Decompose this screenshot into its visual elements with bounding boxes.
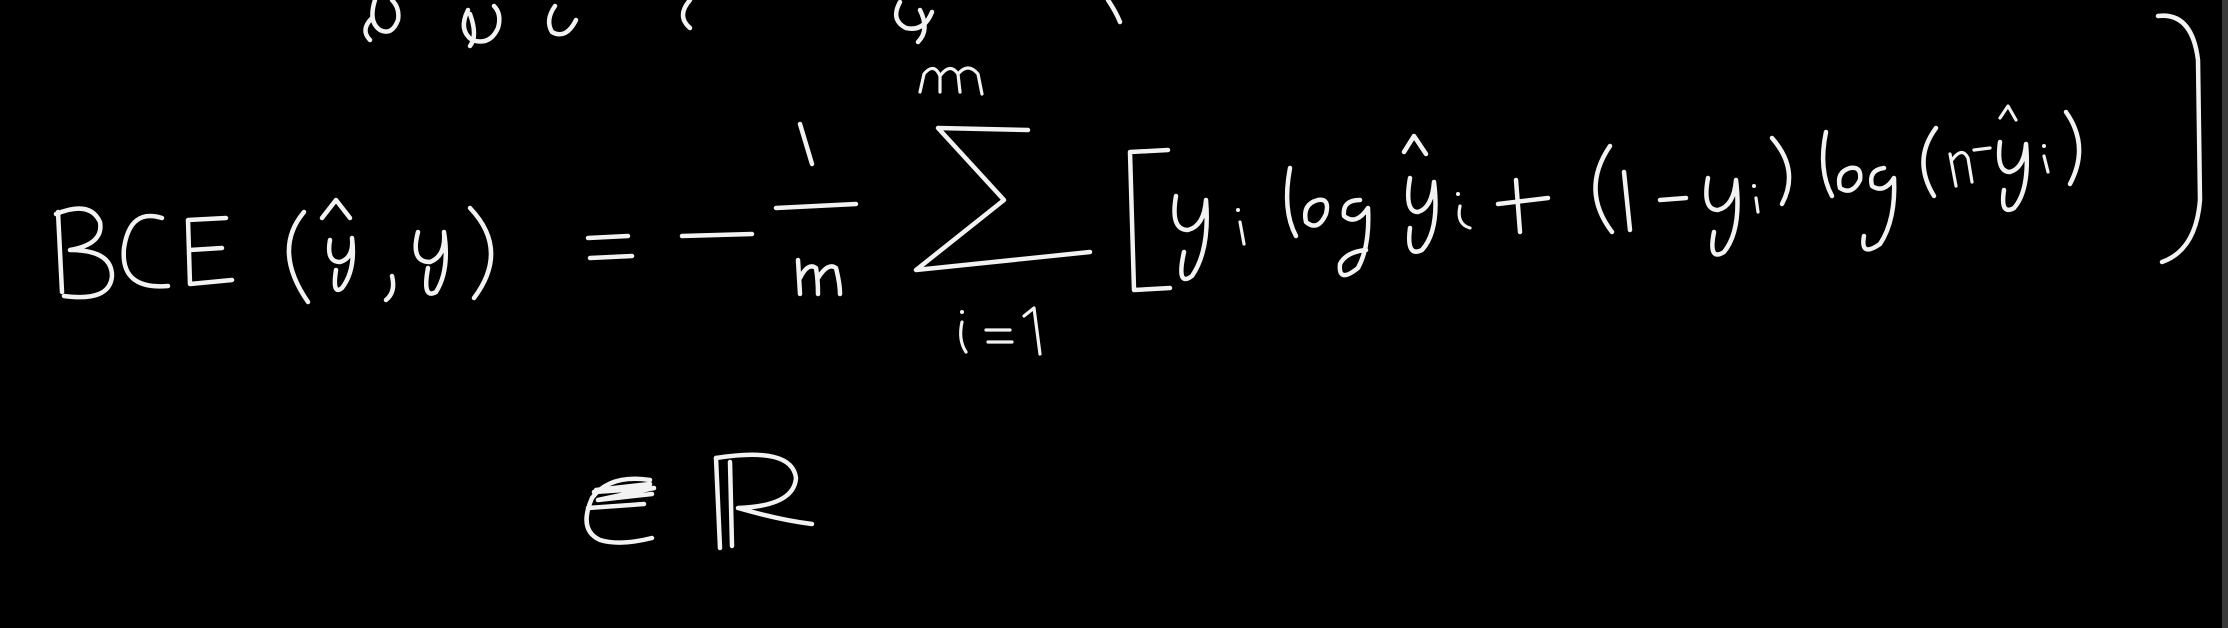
top-partial-formula [365, 0, 1120, 46]
summand-bracket-expression [1130, 16, 2200, 290]
element-of-reals [587, 455, 812, 548]
sum-upper-limit [920, 68, 982, 94]
equals-sign [588, 236, 632, 258]
sigma-symbol [916, 128, 1090, 270]
lhs-bce [56, 200, 491, 302]
sum-lower-limit [960, 308, 1040, 354]
coefficient-minus-one-over-m [682, 124, 856, 294]
canvas-right-edge [2222, 0, 2228, 628]
